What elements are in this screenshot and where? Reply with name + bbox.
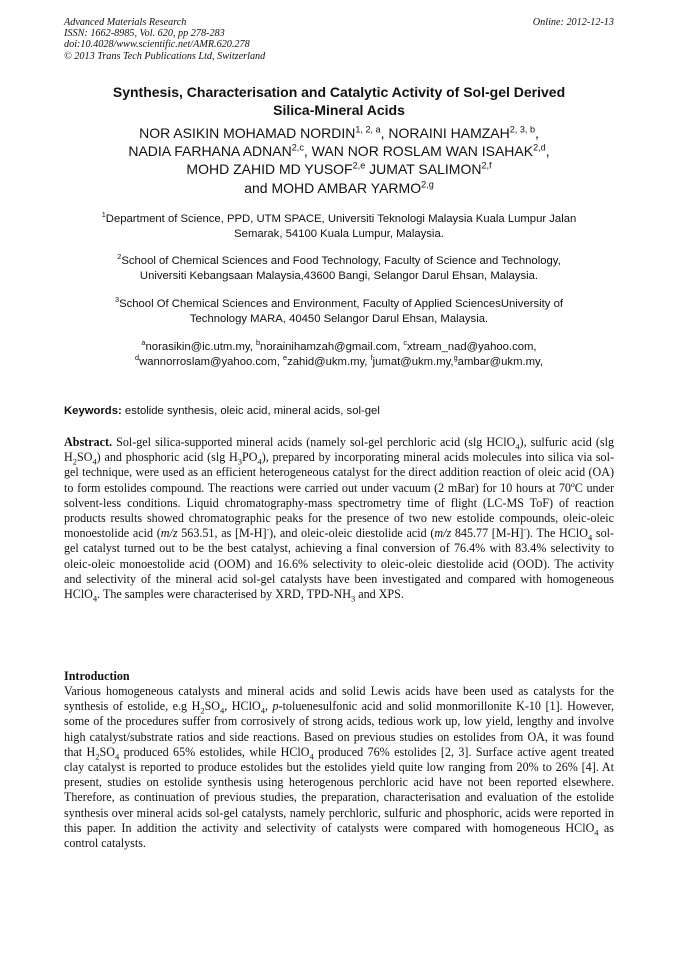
journal-header — [64, 17, 265, 62]
email-link[interactable]: wannorroslam@yahoo.com, — [139, 355, 280, 368]
author-affiliation-mark: 2,g — [421, 178, 434, 189]
journal-doi: doi:10.4028/www.scientific.net/AMR.620.278 — [64, 39, 250, 51]
author-affiliation-mark: 2,f — [481, 160, 492, 171]
author-name: NADIA FARHANA ADNAN — [128, 143, 292, 160]
email-link[interactable]: norainihamzah@gmail.com, — [260, 341, 401, 353]
affiliation-number: 1 — [101, 210, 106, 220]
introduction-heading: Introduction — [64, 669, 130, 683]
author-affiliation-mark: 2,e — [352, 160, 366, 171]
journal-copyright: © 2013 Trans Tech Publications Ltd, Switzerland — [64, 50, 266, 62]
affiliation-text: Universiti Kebangsaan Malaysia,43600 Bangi, Selangor Darul Ehsan, Malaysia. — [139, 269, 539, 282]
author-affiliation-mark: 2,c — [291, 142, 304, 153]
title-line-1: Synthesis, Characterisation and Catalytic Activity of Sol-gel Derived — [112, 84, 566, 100]
email-link[interactable]: jumat@ukm.my, — [372, 355, 454, 368]
author-line-2: NADIA FARHANA ADNAN$^{2,c}$, WAN NOR ROSLAM WAN ISAHAK$^{2,d}$, — [128, 142, 550, 160]
author-list — [44, 124, 634, 197]
author-name: JUMAT SALIMON — [369, 161, 482, 178]
journal-name: Advanced Materials Research — [64, 17, 187, 28]
author-name: NORAINI HAMZAH — [388, 125, 510, 141]
keywords-section — [64, 404, 614, 418]
abstract-section — [64, 435, 614, 602]
journal-issn: ISSN: 1662-8985, Vol. 620, pp 278-283 — [64, 28, 225, 40]
affiliation-text: School Of Chemical Sciences and Environment, Faculty of Applied SciencesUniversity of — [119, 298, 563, 310]
abstract-text: Sol-gel silica-supported mineral acids (namely sol-gel perchloric acid (slg HClO$_4$), sulfuric acid (slg $H_2SO_4$) and phosphoric acid (slg $H_3PO_4$), prepared by incorporating mineral acids molecules into silica via sol-gel technique, were used as an efficient heterogeneous catalyst for the direct addition reaction of oleic acid (OA) to form estolides compound. The reactions were carried out under vacuum (2 mBar) for 10 hours at 70ºC under solvent-less conditions. Liquid chromatography-mass spectrometry time of flight (LC-MS ToF) of reaction products results showed chromatographic peaks for the presence of two new estolide compounds, oleic-oleic monoestolide acid (m/z 563.51, as [M-H]-), and oleic-oleic diestolide acid (m/z 845.77 [M-H]-). The HClO$_4$ sol-gel catalyst turned out to be the best catalyst, achieving a final conversion of 76.4% with 83.4% selectivity to oleic-oleic monoestolide acid (OOM) and 16.6% selectivity to oleic-oleic diestolide acid (OOD). The activity and selectivity of the mineral acid sol-gel catalysts have been investigated and compared with homogeneous HClO$_4$. The samples were characterised by XRD, TPD-$NH_3$ and XPS. — [64, 435, 615, 604]
author-line-4 — [44, 179, 634, 197]
author-affiliation-mark: 1, 2, a — [355, 124, 381, 135]
email-link[interactable]: ambar@ukm.my, — [457, 355, 543, 368]
author-conjunction: and — [244, 179, 268, 196]
affiliation-2 — [64, 254, 614, 283]
author-name: MOHD ZAHID MD YUSOF — [186, 161, 353, 178]
email-line-2: $^d$wannorroslam@yahoo.com, $^e$zahid@ukm.my, $^f$jumat@ukm.my,$^g$ambar@ukm.my, — [135, 352, 543, 368]
author-line-1: NOR ASIKIN MOHAMAD NORDIN$^{1, 2, a}$, NORAINI HAMZAH$^{2, 3, b}$, — [139, 124, 539, 141]
affiliation-3 — [64, 297, 614, 326]
author-affiliation-mark: 2, 3, b — [509, 124, 536, 135]
author-emails — [64, 340, 614, 369]
email-link[interactable]: zahid@ukm.my, — [287, 355, 368, 368]
affiliation-text: Technology MARA, 40450 Selangor Darul Ehsan, Malaysia. — [189, 312, 489, 325]
author-name: WAN NOR ROSLAM WAN ISAHAK — [311, 143, 534, 160]
email-link[interactable]: xtream_nad@yahoo.com, — [407, 341, 537, 353]
online-date: Online: 2012-12-13 — [532, 17, 614, 28]
affiliation-1 — [64, 212, 614, 241]
email-line-1: $^a$norasikin@ic.utm.my, $^b$norainihamzah@gmail.com, $^c$xtream_nad@yahoo.com, — [141, 338, 537, 353]
title-line-2: Silica-Mineral Acids — [273, 102, 405, 118]
affiliation-text: School of Chemical Sciences and Food Technology, Faculty of Science and Technology, — [121, 255, 561, 267]
affiliation-number: 2 — [117, 252, 122, 262]
affiliation-text: Semarak, 54100 Kuala Lumpur, Malaysia. — [234, 227, 444, 240]
author-line-3 — [44, 160, 634, 178]
email-link[interactable]: norasikin@ic.utm.my, — [145, 341, 253, 353]
keywords-text: estolide synthesis, oleic acid, mineral acids, sol-gel — [124, 405, 380, 417]
author-name: NOR ASIKIN MOHAMAD NORDIN — [139, 125, 356, 141]
affiliation-number: 3 — [114, 295, 120, 305]
author-affiliation-mark: 2,d — [533, 142, 546, 153]
paper-title — [64, 83, 614, 119]
author-name: MOHD AMBAR YARMO — [271, 179, 422, 196]
keywords-label: Keywords: — [64, 405, 122, 417]
abstract-label: Abstract. — [64, 435, 113, 449]
affiliation-text: Department of Science, PPD, UTM SPACE, Universiti Teknologi Malaysia Kuala Lumpur Jalan — [105, 213, 577, 225]
introduction-text: Various homogeneous catalysts and mineral acids and solid Lewis acids have been used as catalysts for the synthesis of estolide, e.g $H_2SO_4$, HClO$_4$, p-toluenesulfonic acid and solid monmorillonite K-10 [1]. However, some of the procedures suffer from corrosively of strong acids, tedious work up, low yield, lengthy and involve high catalyst/substrate ratios and side reactions. Based on previous studies on estolides from OA, it was found that $H_2SO_4$ produced 65% estolides, while HClO$_4$ produced 76% estolides [2, 3]. Surface active agent treated clay catalyst is reported to produce estolides but the estolides yield quite low ranging from 20% to 26% [4]. At present, studies on estolide synthesis using heterogenous perchloric acid have not been reported elsewhere. Therefore, as continuation of previous studies, the preparation, characterisation and evaluation of the estolide synthesis over mineral acids sol-gel catalysts, namely perchloric, sulfuric and phosphoric, acids were reported in this paper. In addition the activity and selectivity of catalysts were compared with homogeneous HClO$_4$ as control catalysts. — [64, 684, 614, 851]
